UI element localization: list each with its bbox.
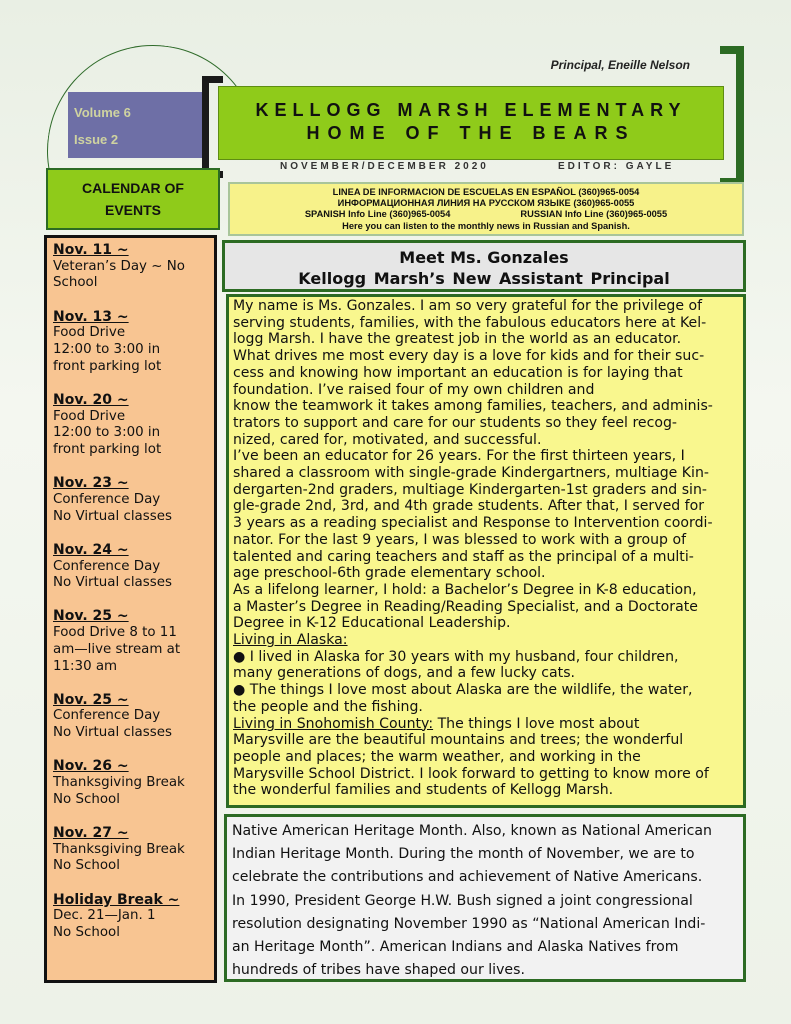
- event-line: 12:00 to 3:00 in: [53, 425, 161, 441]
- principal-name: Principal, Eneille Nelson: [550, 58, 690, 72]
- event-date: Nov. 13 ~: [53, 308, 129, 325]
- event-date: Nov. 20 ~: [53, 391, 129, 408]
- russian-line: ИНФОРМАЦИОННАЯ ЛИНИЯ НА РУССКОМ ЯЗЫКЕ (360)965-0055: [337, 198, 635, 209]
- event-line: 11:30 am: [53, 658, 118, 674]
- calendar-event: [53, 825, 214, 875]
- event-line: No Virtual classes: [53, 508, 172, 524]
- calendar-event: [53, 692, 214, 742]
- event-line: Food Drive 8 to 11: [53, 625, 177, 641]
- calendar-event: [53, 542, 214, 592]
- calendar-event: [53, 392, 214, 459]
- calendar-event: [53, 242, 214, 292]
- event-date: Holiday Break ~: [53, 891, 180, 908]
- event-date: Nov. 25 ~: [53, 608, 129, 625]
- school-name: KELLOGG MARSH ELEMENTARY: [255, 100, 687, 120]
- event-line: 12:00 to 3:00 in: [53, 342, 161, 358]
- event-line: front parking lot: [53, 442, 162, 458]
- spanish-info: SPANISH Info Line (360)965-0054: [304, 209, 451, 220]
- heritage-text: Native American Heritage Month. Also, known as National American Indian Heritage Month. During the month of November, we are to celebrate the contributions and achievement of Native Americans. In 1990, President George H.W. Bush signed a joint congressional resolution designating November 1990 as “National American Indi- an Heritage Month”. American Indians and Alaska Natives from hundreds of tribes have shaped our lives.: [232, 823, 712, 979]
- event-line: No School: [53, 791, 120, 807]
- event-line: front parking lot: [53, 358, 162, 374]
- calendar-event: [53, 892, 214, 942]
- event-line: Thanksgiving Break: [53, 775, 185, 791]
- article-title: Meet Ms. Gonzales: [399, 248, 569, 267]
- snohomish-text: The things I love most about Marysville are the beautiful mountains and trees; the wonderful people and places; the warm weather, and working in the Marysville School District. I look forward to getting to know more of the wonderful families and students of Kellogg Marsh.: [233, 715, 709, 799]
- editor-name: EDITOR: GAYLE: [558, 161, 675, 172]
- school-motto: HOME OF THE BEARS: [306, 123, 636, 143]
- event-date: Nov. 11 ~: [53, 242, 129, 258]
- event-line: Conference Day: [53, 491, 161, 507]
- event-line: Conference Day: [53, 708, 161, 724]
- calendar-heading-line2: EVENTS: [104, 202, 161, 218]
- calendar-event: [53, 309, 214, 376]
- calendar-event: [53, 608, 214, 675]
- event-line: Conference Day: [53, 558, 161, 574]
- calendar-event: [53, 475, 214, 525]
- bio-article: [226, 294, 746, 808]
- article-heading: [222, 240, 746, 292]
- calendar-heading-line1: CALENDAR OF: [82, 180, 184, 196]
- event-line: School: [53, 275, 98, 291]
- event-line: Food Drive: [53, 325, 126, 341]
- bio-text: My name is Ms. Gonzales. I am so very grateful for the privilege of serving students, families, with the fabulous educators here at Kel- logg Marsh. I have the greatest job in the world as an educator. What drives me most every day is a love for kids and for their suc- cess and knowing how important an education is for laying that foundation. I’ve raised four of my own children and know the teamwork it takes among families, teachers, and adminis- trators to support and care for our students so they feel recog- nized, cared for, motivated, and successful. I’ve been an educator for 26 years. For the first thirteen years, I shared a classroom with single-grade Kindergartners, multiage Kin- dergarten-2nd graders, multiage Kindergarten-1st graders and sin- gle-grade 2nd, 3rd, and 4th grade students. After that, I served for 3 years as a reading specialist and Response to Intervention coordi- nator. For the last 9 years, I was blessed to work with a group of talented and caring teachers and staff as the principal of a multi- age preschool-6th grade elementary school. As a lifelong learner, I hold: a Bachelor’s Degree in K-8 education, a Master’s Degree in Reading/Reading Specialist, and a Doctorate Degree in K-12 Educational Leadership.: [233, 298, 713, 632]
- event-line: Thanksgiving Break: [53, 841, 185, 857]
- calendar-events: [44, 235, 217, 983]
- newsletter-title: [218, 86, 724, 160]
- event-date: Nov. 24 ~: [53, 541, 129, 558]
- spanish-line: LINEA DE INFORMACION DE ESCUELAS EN ESPAÑOL (360)965-0054: [332, 187, 640, 197]
- snohomish-heading: Living in Snohomish County:: [233, 715, 434, 732]
- event-line: am—live stream at: [53, 641, 181, 657]
- alaska-heading: Living in Alaska:: [233, 632, 348, 649]
- event-date: Nov. 26 ~: [53, 758, 129, 775]
- event-date: Nov. 27 ~: [53, 824, 129, 841]
- event-line: No Virtual classes: [53, 575, 172, 591]
- event-line: No School: [53, 925, 120, 940]
- event-line: Dec. 21—Jan. 1: [53, 908, 156, 924]
- russian-info: RUSSIAN Info Line (360)965-0055: [520, 209, 668, 220]
- language-info-lines: [228, 182, 744, 236]
- event-line: Food Drive: [53, 408, 126, 424]
- listen-note: Here you can listen to the monthly news in Russian and Spanish.: [342, 220, 630, 231]
- calendar-event: [53, 758, 214, 808]
- event-date: Nov. 23 ~: [53, 475, 129, 492]
- title-bracket-left: [202, 76, 223, 178]
- alaska-text: ● I lived in Alaska for 30 years with my husband, four children, many generations of dogs, and a few lucky cats. ● The things I love most about Alaska are the wildlife, the water, the people and the fishing.: [233, 648, 693, 715]
- volume-issue-box: [68, 92, 208, 158]
- article-subtitle: Kellogg Marsh’s New Assistant Principal: [298, 269, 670, 288]
- issue-date: NOVEMBER/DECEMBER 2020: [280, 161, 489, 172]
- event-line: No Virtual classes: [53, 725, 172, 741]
- event-line: Veteran’s Day ~ No: [53, 258, 185, 274]
- heritage-article: [224, 814, 746, 982]
- issue-label: Issue 2: [74, 132, 119, 147]
- event-line: No School: [53, 858, 120, 874]
- volume-label: Volume 6: [74, 105, 131, 120]
- event-date: Nov. 25 ~: [53, 691, 129, 708]
- calendar-heading: [46, 168, 220, 230]
